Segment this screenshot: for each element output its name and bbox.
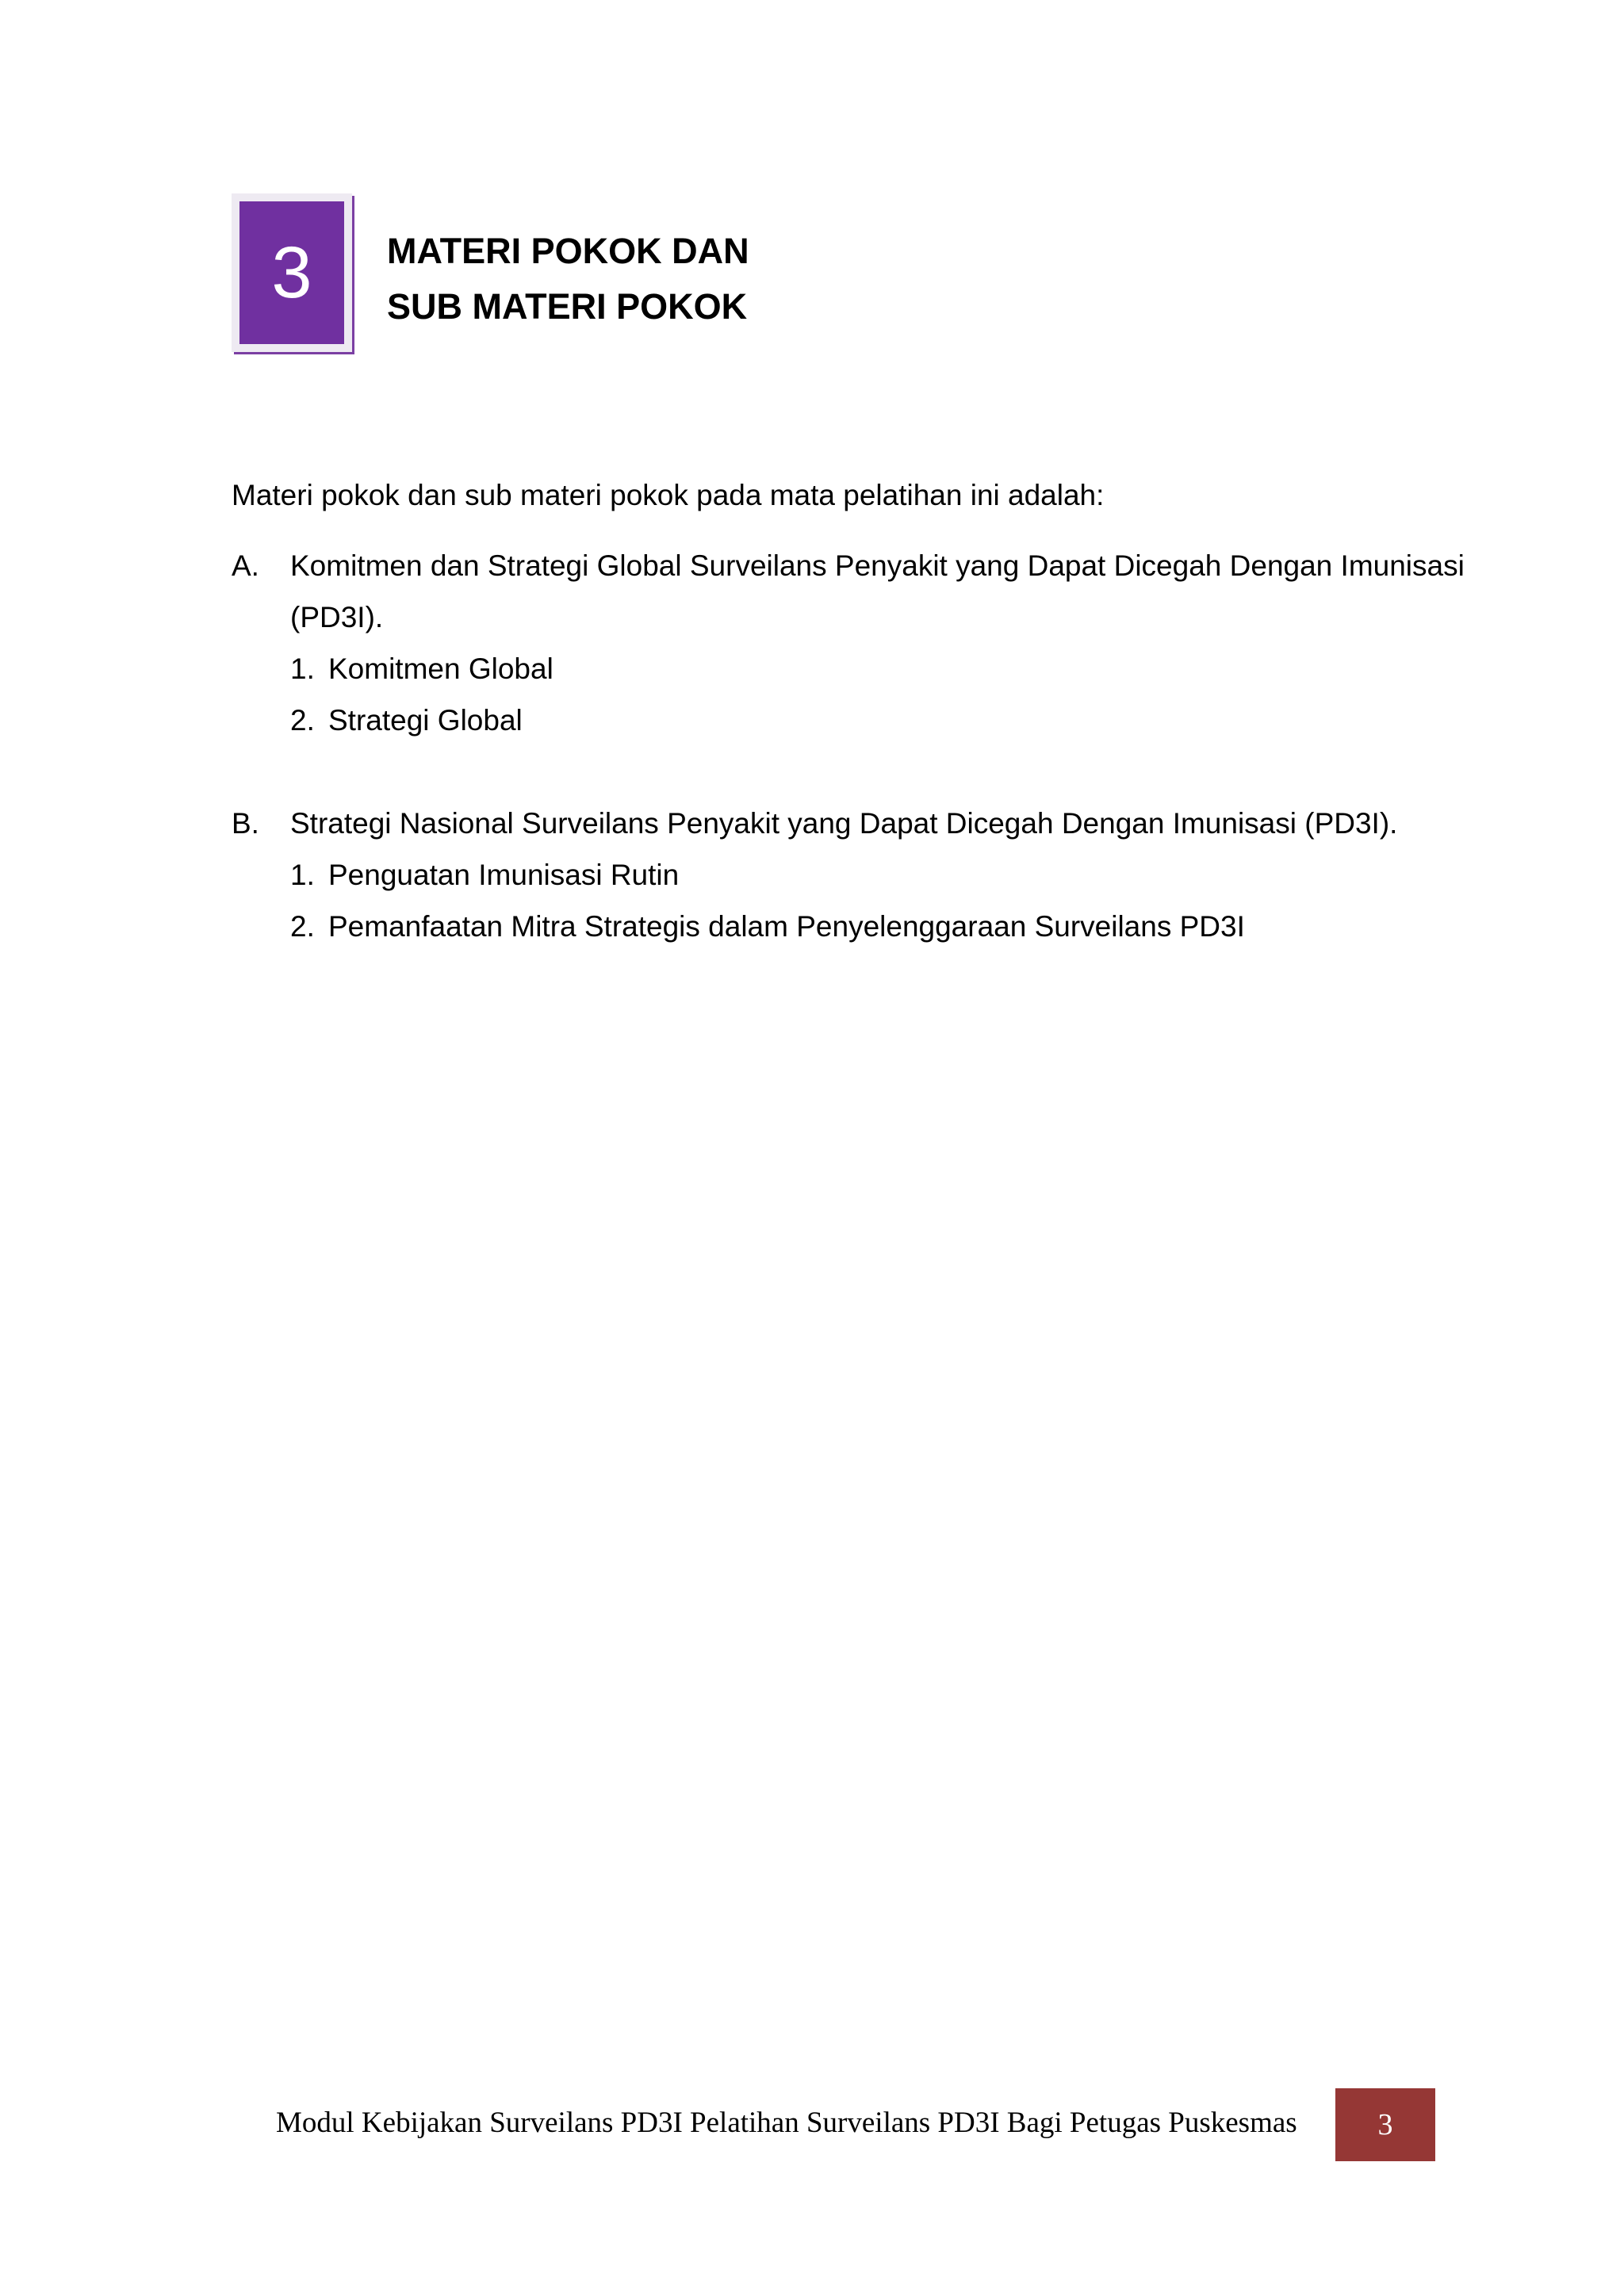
chapter-number-box — [232, 193, 352, 352]
sub-topic-item — [290, 849, 1469, 901]
sub-topic-number: 1. — [290, 859, 315, 891]
page-number-box — [1335, 2088, 1435, 2161]
section-marker: A. — [232, 549, 259, 582]
sub-topic-number: 1. — [290, 652, 315, 685]
main-content — [232, 469, 1469, 952]
sub-topic-label: Komitmen Global — [328, 652, 553, 685]
chapter-number-box-inner — [239, 201, 344, 344]
intro-paragraph: Materi pokok dan sub materi pokok pada mata pelatihan ini adalah: — [232, 479, 1105, 511]
chapter-title-line-2: SUB MATERI POKOK — [387, 286, 748, 327]
chapter-title-line-1: MATERI POKOK DAN — [387, 231, 749, 271]
sub-topic-label: Strategi Global — [328, 704, 523, 737]
footer-text: Modul Kebijakan Surveilans PD3I Pelatihan Surveilans PD3I Bagi Petugas Puskesmas — [276, 2107, 1297, 2139]
sub-topic-item — [290, 901, 1469, 952]
section-a — [232, 540, 1469, 746]
chapter-number: 3 — [271, 232, 312, 313]
sub-topic-number: 2. — [290, 704, 315, 737]
chapter-title — [387, 224, 749, 335]
sub-topic-item — [290, 643, 1469, 695]
section-b — [232, 798, 1469, 952]
section-title: Strategi Nasional Surveilans Penyakit yang Dapat Dicegah Dengan Imunisasi (PD3I). — [290, 807, 1398, 840]
sub-topic-label: Penguatan Imunisasi Rutin — [328, 859, 680, 891]
sub-topic-label: Pemanfaatan Mitra Strategis dalam Penyelenggaraan Surveilans PD3I — [328, 910, 1245, 943]
sub-topic-item — [290, 695, 1469, 746]
section-title: Komitmen dan Strategi Global Surveilans Penyakit yang Dapat Dicegah Dengan Imunisasi (PD3I). — [290, 549, 1465, 633]
sub-topic-list — [290, 849, 1469, 952]
page-number: 3 — [1377, 2108, 1393, 2141]
sub-topic-number: 2. — [290, 910, 315, 943]
sub-topic-list — [290, 643, 1469, 746]
section-marker: B. — [232, 807, 259, 840]
